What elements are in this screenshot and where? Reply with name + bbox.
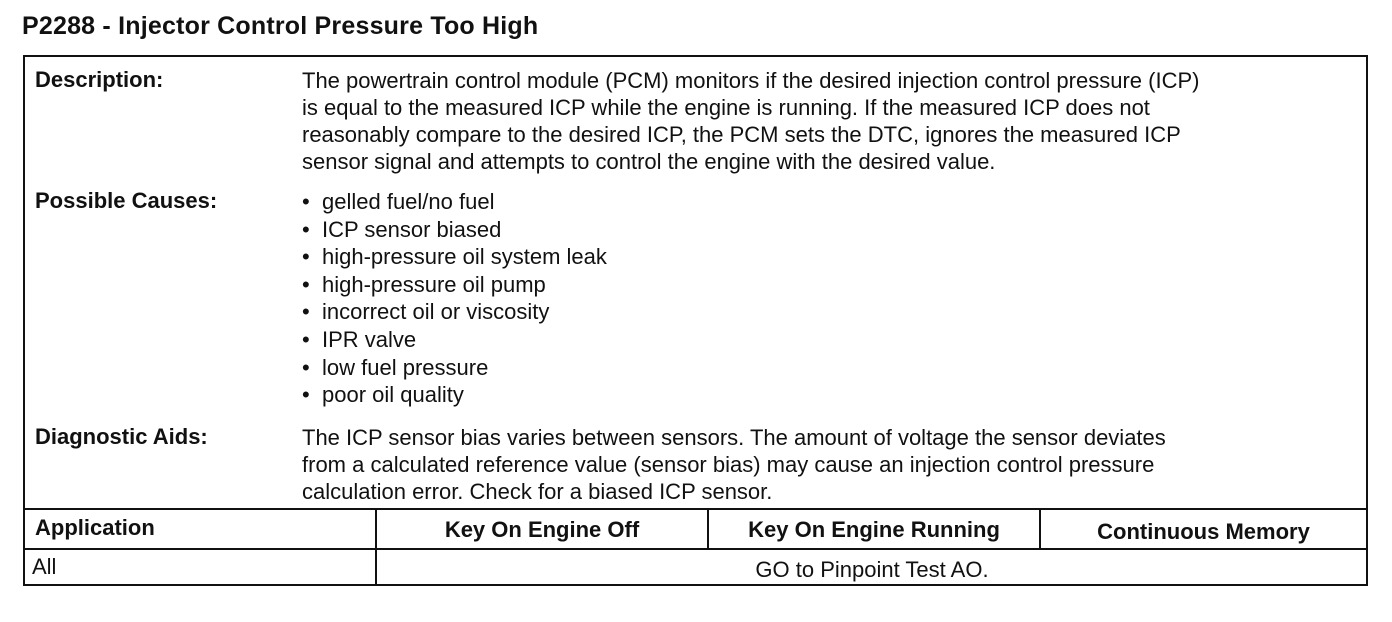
- pinpoint-test-action: GO to Pinpoint Test AO.: [755, 557, 989, 582]
- cause-item: • IPR valve: [302, 326, 1352, 354]
- application-value: All: [32, 554, 57, 579]
- possible-causes-label: Possible Causes:: [35, 188, 218, 213]
- diagnostic-aids-label: Diagnostic Aids:: [35, 424, 208, 449]
- diagnostic-aids-line: calculation error. Check for a biased ICP sensor.: [302, 479, 773, 504]
- header-koeo: Key On Engine Off: [444, 517, 640, 542]
- description-line: The powertrain control module (PCM) monitors if the desired injection control pressure (ICP): [302, 68, 1200, 93]
- table-top-rule: [25, 508, 1366, 510]
- description-line: sensor signal and attempts to control the engine with the desired value.: [302, 149, 996, 174]
- header-koer: Key On Engine Running: [748, 517, 1000, 542]
- description-line: reasonably compare to the desired ICP, the PCM sets the DTC, ignores the measured ICP: [302, 122, 1181, 147]
- possible-causes-list: [302, 188, 1352, 409]
- cause-item: • poor oil quality: [302, 381, 1352, 409]
- description-text: [302, 67, 1352, 175]
- cause-item: • gelled fuel/no fuel: [302, 188, 1352, 216]
- table-header-rule: [25, 548, 1366, 550]
- header-application: Application: [35, 515, 155, 540]
- diagnostic-aids-line: The ICP sensor bias varies between sensors. The amount of voltage the sensor deviates: [302, 425, 1166, 450]
- page-title: P2288 - Injector Control Pressure Too High: [22, 12, 539, 40]
- description-label: Description:: [35, 67, 164, 92]
- header-continuous-memory: Continuous Memory: [1097, 519, 1310, 544]
- cause-item: • ICP sensor biased: [302, 216, 1352, 244]
- dtc-table: [23, 55, 1368, 586]
- diagnostic-aids-text: [302, 424, 1352, 505]
- cause-item: • low fuel pressure: [302, 354, 1352, 382]
- cause-item: • high-pressure oil pump: [302, 271, 1352, 299]
- cause-item: • high-pressure oil system leak: [302, 243, 1352, 271]
- diagnostic-aids-line: from a calculated reference value (sensor bias) may cause an injection control pressure: [302, 452, 1155, 477]
- cause-item: • incorrect oil or viscosity: [302, 298, 1352, 326]
- description-line: is equal to the measured ICP while the engine is running. If the measured ICP does not: [302, 95, 1150, 120]
